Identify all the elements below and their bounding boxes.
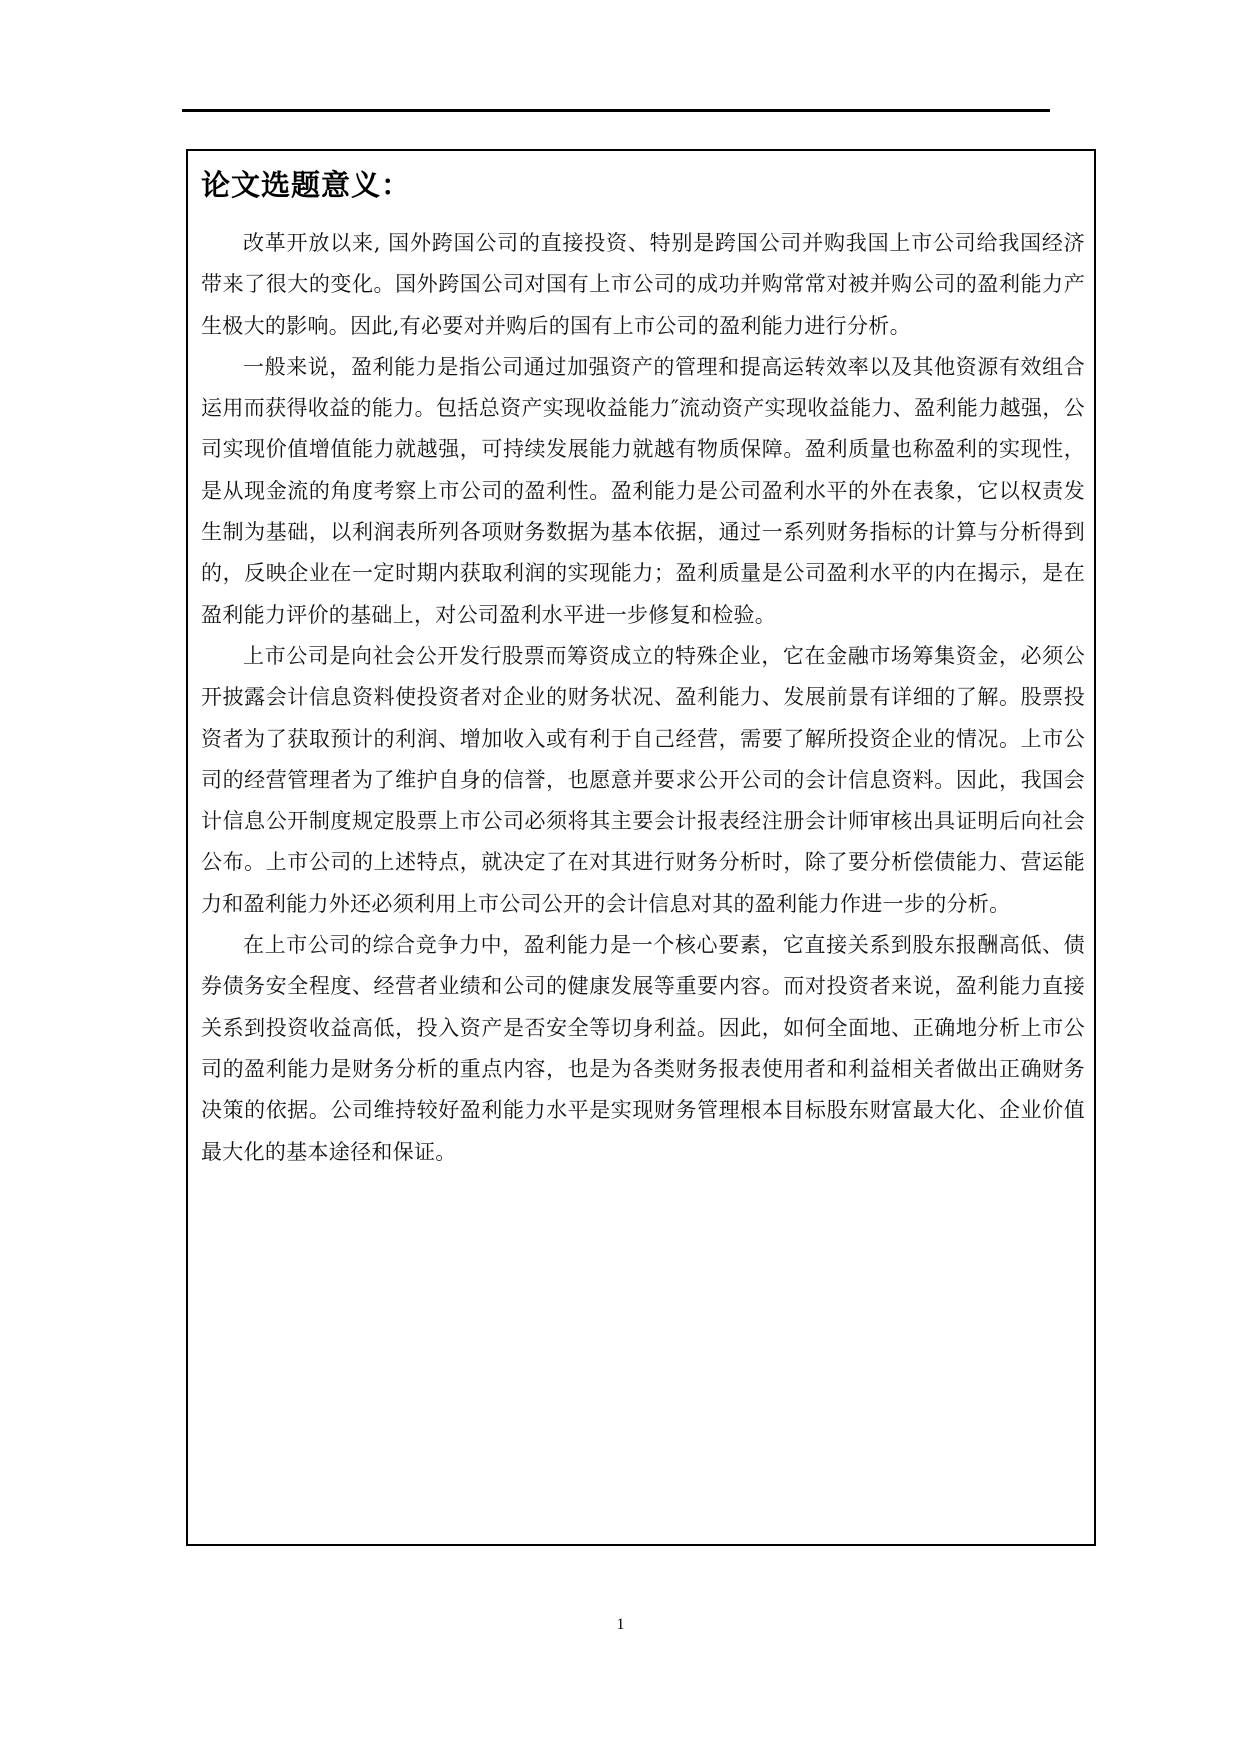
- header-rule: [182, 109, 1050, 112]
- paragraph-1: 改革开放以来, 国外跨国公司的直接投资、特别是跨国公司并购我国上市公司给我国经济带来了很大的变化。国外跨国公司对国有上市公司的成功并购常常对被并购公司的盈利能力产生极大的影响。因此,有必要对并购后的国有上市公司的盈利能力进行分析。: [201, 231, 1085, 338]
- paragraph-4: 在上市公司的综合竞争力中，盈利能力是一个核心要素，它直接关系到股东报酬高低、债券债务安全程度、经营者业绩和公司的健康发展等重要内容。而对投资者来说，盈利能力直接关系到投资收益高低，投入资产是否安全等切身利益。因此，如何全面地、正确地分析上市公司的盈利能力是财务分析的重点内容，也是为各类财务报表使用者和利益相关者做出正确财务决策的依据。公司维持较好盈利能力水平是实现财务管理根本目标股东财富最大化、企业价值最大化的基本途径和保证。: [201, 933, 1085, 1164]
- section-body: [201, 223, 1085, 1173]
- paragraph-3: 上市公司是向社会公开发行股票而筹资成立的特殊企业，它在金融市场筹集资金，必须公开披露会计信息资料使投资者对企业的财务状况、盈利能力、发展前景有详细的了解。股票投资者为了获取预计的利润、增加收入或有利于自己经营，需要了解所投资企业的情况。上市公司的经营管理者为了维护自身的信誉，也愿意并要求公开公司的会计信息资料。因此，我国会计信息公开制度规定股票上市公司必须将其主要会计报表经注册会计师审核出具证明后向社会公布。上市公司的上述特点，就决定了在对其进行财务分析时，除了要分析偿债能力、营运能力和盈利能力外还必须利用上市公司公开的会计信息对其的盈利能力作进一步的分析。: [201, 643, 1085, 916]
- page-number: 1: [616, 1616, 625, 1633]
- thesis-significance-box: [186, 149, 1096, 1546]
- paragraph-2: 一般来说，盈利能力是指公司通过加强资产的管理和提高运转效率以及其他资源有效组合运用而获得收益的能力。包括总资产实现收益能力″流动资产实现收益能力、盈利能力越强，公司实现价值增值能力就越强，可持续发展能力就越有物质保障。盈利质量也称盈利的实现性，是从现金流的角度考察上市公司的盈利性。盈利能力是公司盈利水平的外在表象，它以权责发生制为基础，以利润表所列各项财务数据为基本依据，通过一系列财务指标的计算与分析得到的，反映企业在一定时期内获取利润的实现能力；盈利质量是公司盈利水平的内在揭示，是在盈利能力评价的基础上，对公司盈利水平进一步修复和检验。: [201, 354, 1085, 627]
- section-title: 论文选题意义：: [201, 168, 412, 202]
